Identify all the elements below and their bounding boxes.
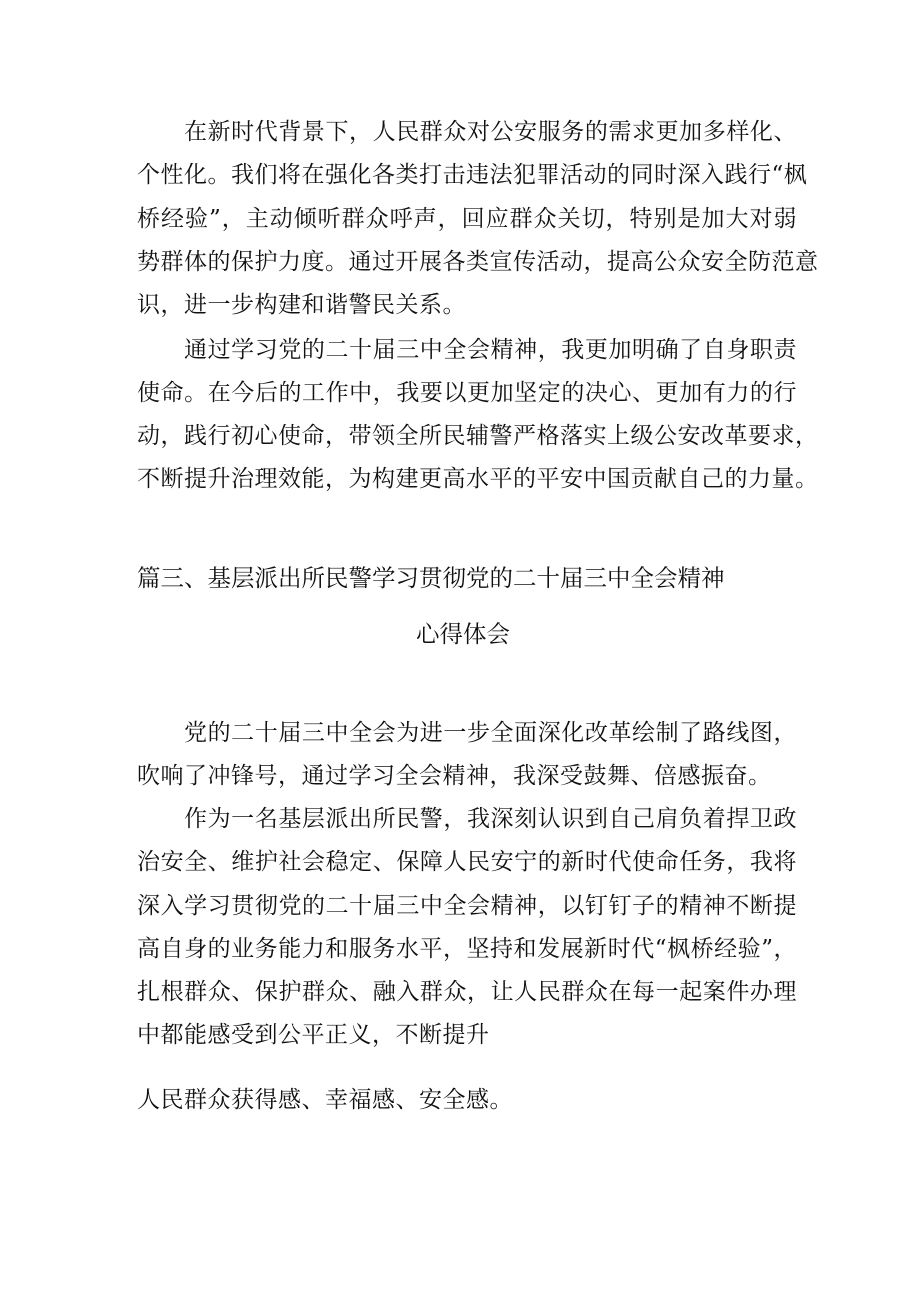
paragraph-line: 通过学习党的二十届三中全会精神，我更加明确了自身职责 <box>184 337 797 363</box>
paragraph-line: 动，践行初心使命，带领全所民辅警严格落实上级公安改革要求， <box>137 423 819 449</box>
section-heading: 篇三、基层派出所民警学习贯彻党的二十届三中全会精神 <box>137 564 725 592</box>
paragraph-line: 高自身的业务能力和服务水平，坚持和发展新时代“枫桥经验”， <box>137 936 797 962</box>
paragraph-line: 桥经验”，主动倾听群众呼声，回应群众关切，特别是加大对弱 <box>137 206 797 232</box>
paragraph-line: 扎根群众、保护群众、融入群众，让人民群众在每一起案件办理 <box>137 979 797 1005</box>
paragraph-line: 个性化。我们将在强化各类打击违法犯罪活动的同时深入践行“枫 <box>137 162 808 188</box>
paragraph-line: 作为一名基层派出所民警，我深刻认识到自己肩负着捍卫政 <box>184 806 797 832</box>
paragraph-line: 治安全、维护社会稳定、保障人民安宁的新时代使命任务，我将 <box>137 849 797 875</box>
paragraph-line: 吹响了冲锋号，通过学习全会精神，我深受鼓舞、倍感振奋。 <box>137 763 772 789</box>
section-heading-subtitle: 心得体会 <box>416 620 510 648</box>
paragraph-line: 人民群众获得感、幸福感、安全感。 <box>137 1087 513 1113</box>
paragraph-line: 不断提升治理效能，为构建更高水平的平安中国贡献自己的力量。 <box>137 466 819 492</box>
paragraph-line: 在新时代背景下，人民群众对公安服务的需求更加多样化、 <box>184 119 797 145</box>
paragraph-line: 深入学习贯彻党的二十届三中全会精神，以钉钉子的精神不断提 <box>137 893 797 919</box>
paragraph-line: 党的二十届三中全会为进一步全面深化改革绘制了路线图， <box>184 720 797 746</box>
paragraph-line: 使命。在今后的工作中，我要以更加坚定的决心、更加有力的行 <box>137 380 797 406</box>
paragraph-line: 识，进一步构建和谐警民关系。 <box>137 292 466 318</box>
paragraph-line: 势群体的保护力度。通过开展各类宣传活动，提高公众安全防范意 <box>137 249 819 275</box>
paragraph-line: 中都能感受到公平正义，不断提升 <box>137 1022 490 1048</box>
